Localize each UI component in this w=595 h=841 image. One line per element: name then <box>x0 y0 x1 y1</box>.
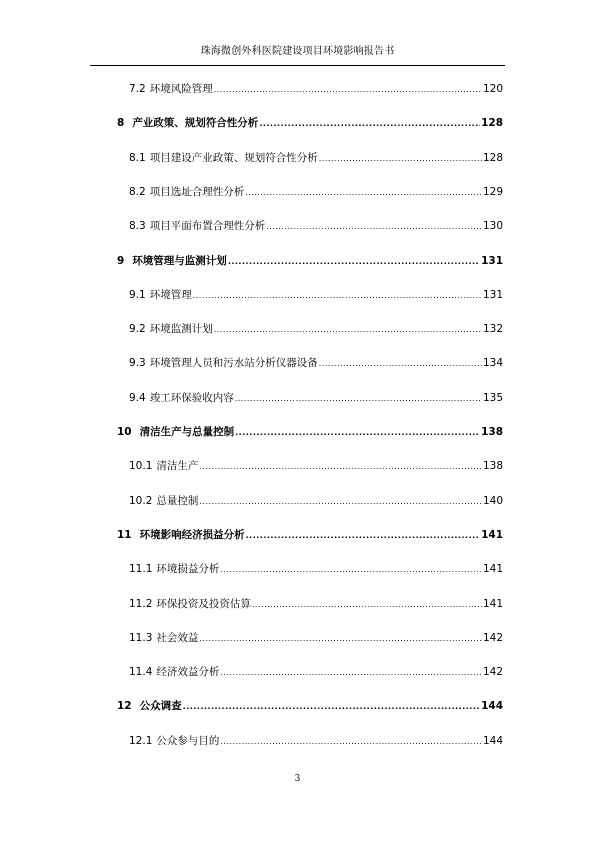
toc-entry-page-number: 142 <box>482 632 503 644</box>
toc-entry-title: 社会效益 <box>156 632 199 644</box>
toc-entry-page-number: 134 <box>482 357 503 369</box>
toc-entry-title: 环境管理 <box>149 289 192 301</box>
toc-entry-number: 8.1 <box>129 152 146 164</box>
toc-entry-page-number: 144 <box>482 735 503 747</box>
toc-dot-leader <box>235 427 480 439</box>
toc-entry-number: 9.1 <box>129 289 146 301</box>
toc-dot-leader <box>246 530 480 542</box>
toc-entry-page-number: 138 <box>482 460 503 472</box>
toc-entry-title: 环保投资及投资估算 <box>156 598 251 610</box>
toc-entry-number: 8.2 <box>129 186 146 198</box>
toc-entry-number: 9.2 <box>129 323 146 335</box>
toc-section-entry[interactable] <box>129 219 503 233</box>
toc-entry-title: 经济效益分析 <box>156 666 220 678</box>
toc-dot-leader <box>319 153 482 165</box>
toc-entry-title: 公众参与目的 <box>156 735 220 747</box>
toc-entry-number: 10.2 <box>129 495 153 507</box>
toc-entry-title: 环境管理人员和污水站分析仪器设备 <box>149 357 318 369</box>
toc-section-entry[interactable] <box>129 597 503 611</box>
toc-entry-title: 项目选址合理性分析 <box>149 186 245 198</box>
toc-section-entry[interactable] <box>129 459 503 473</box>
toc-entry-title: 清洁生产 <box>156 460 199 472</box>
toc-entry-title: 竣工环保验收内容 <box>149 392 234 404</box>
toc-entry-page-number: 128 <box>481 117 503 129</box>
toc-section-entry[interactable] <box>129 665 503 679</box>
toc-section-entry[interactable] <box>129 562 503 576</box>
toc-dot-leader <box>193 290 482 302</box>
toc-chapter-entry[interactable] <box>117 425 503 439</box>
toc-entry-number: 11 <box>117 529 132 541</box>
toc-dot-leader <box>245 187 482 199</box>
toc-entry-title: 环境风险管理 <box>149 83 213 95</box>
toc-entry-number: 10 <box>117 426 132 438</box>
toc-chapter-entry[interactable] <box>117 116 503 130</box>
toc-dot-leader <box>220 667 482 679</box>
toc-dot-leader <box>199 633 482 645</box>
toc-chapter-entry[interactable] <box>117 254 503 268</box>
toc-section-entry[interactable] <box>129 185 503 199</box>
toc-entry-page-number: 141 <box>482 598 503 610</box>
toc-dot-leader <box>214 84 482 96</box>
toc-entry-page-number: 141 <box>482 563 503 575</box>
page-number: 3 <box>294 774 301 784</box>
toc-entry-number: 9.4 <box>129 392 146 404</box>
toc-dot-leader <box>266 221 482 233</box>
toc-entry-number: 11.3 <box>129 632 153 644</box>
toc-entry-page-number: 129 <box>482 186 503 198</box>
toc-entry-title: 总量控制 <box>156 495 199 507</box>
toc-chapter-entry[interactable] <box>117 528 503 542</box>
toc-entry-number: 11.4 <box>129 666 153 678</box>
toc-entry-page-number: 132 <box>482 323 503 335</box>
toc-section-entry[interactable] <box>129 322 503 336</box>
toc-entry-title: 产业政策、规划符合性分析 <box>132 117 259 129</box>
toc-section-entry[interactable] <box>129 734 503 748</box>
toc-entry-title: 公众调查 <box>139 700 182 712</box>
toc-entry-page-number: 142 <box>482 666 503 678</box>
toc-entry-number: 7.2 <box>129 83 146 95</box>
toc-entry-page-number: 140 <box>482 495 503 507</box>
toc-entry-number: 11.2 <box>129 598 153 610</box>
toc-entry-page-number: 144 <box>481 700 503 712</box>
toc-entry-number: 8 <box>117 117 125 129</box>
toc-entry-title: 环境管理与监测计划 <box>132 255 227 267</box>
toc-section-entry[interactable] <box>129 288 503 302</box>
toc-dot-leader <box>235 393 482 405</box>
toc-entry-page-number: 131 <box>481 255 503 267</box>
toc-dot-leader <box>199 461 482 473</box>
toc-entry-page-number: 130 <box>482 220 503 232</box>
toc-entry-number: 9.3 <box>129 357 146 369</box>
toc-entry-number: 8.3 <box>129 220 146 232</box>
toc-section-entry[interactable] <box>129 494 503 508</box>
toc-entry-number: 10.1 <box>129 460 153 472</box>
toc-section-entry[interactable] <box>129 631 503 645</box>
toc-dot-leader <box>214 324 482 336</box>
toc-entry-title: 环境监测计划 <box>149 323 213 335</box>
toc-dot-leader <box>183 701 480 713</box>
toc-entry-page-number: 120 <box>482 83 503 95</box>
toc-entry-number: 11.1 <box>129 563 153 575</box>
toc-dot-leader <box>319 358 482 370</box>
toc-entry-page-number: 138 <box>481 426 503 438</box>
toc-entry-page-number: 135 <box>482 392 503 404</box>
toc-entry-title: 环境影响经济损益分析 <box>139 529 245 541</box>
toc-section-entry[interactable] <box>129 391 503 405</box>
toc-entry-page-number: 131 <box>482 289 503 301</box>
toc-chapter-entry[interactable] <box>117 699 503 713</box>
toc-section-entry[interactable] <box>129 82 503 96</box>
toc-dot-leader <box>220 564 482 576</box>
toc-dot-leader <box>252 599 482 611</box>
toc-entry-number: 9 <box>117 255 125 267</box>
header-title: 珠海微创外科医院建设项目环境影响报告书 <box>200 46 395 57</box>
toc-entry-title: 项目建设产业政策、规划符合性分析 <box>149 152 318 164</box>
toc-entry-title: 环境损益分析 <box>156 563 220 575</box>
toc-entry-number: 12 <box>117 700 132 712</box>
toc-section-entry[interactable] <box>129 151 503 165</box>
toc-entry-page-number: 128 <box>482 152 503 164</box>
toc-dot-leader <box>228 256 480 268</box>
toc-entry-title: 清洁生产与总量控制 <box>139 426 235 438</box>
toc-entry-number: 12.1 <box>129 735 153 747</box>
toc-entry-title: 项目平面布置合理性分析 <box>149 220 266 232</box>
toc-dot-leader <box>220 736 482 748</box>
toc-section-entry[interactable] <box>129 356 503 370</box>
toc-entry-page-number: 141 <box>481 529 503 541</box>
toc-dot-leader <box>259 118 480 130</box>
toc-dot-leader <box>199 496 482 508</box>
